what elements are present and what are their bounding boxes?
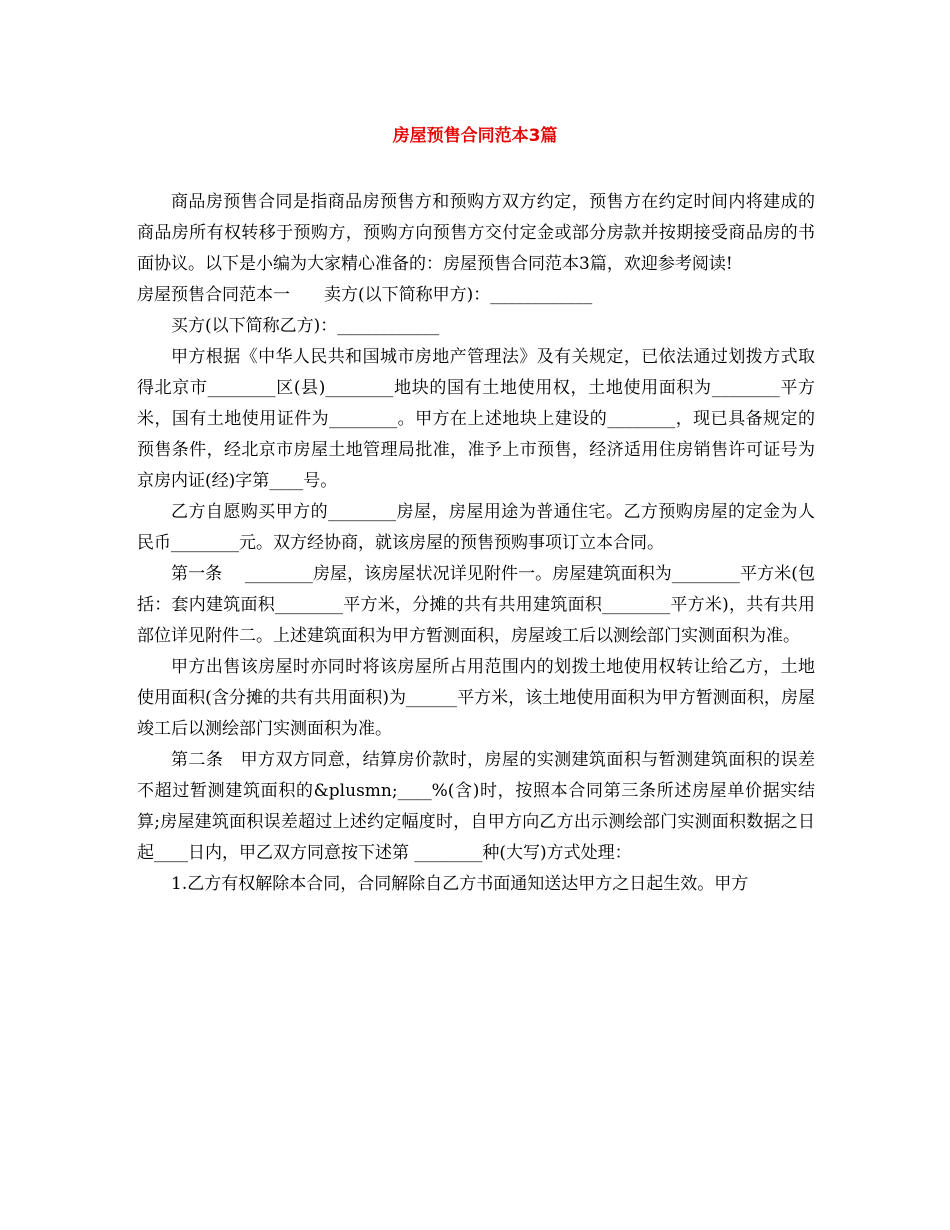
paragraph: 商品房预售合同是指商品房预售方和预购方双方约定，预售方在约定时间内将建成的商品房所有权转移于预购方，预购方向预售方交付定金或部分房款并按期接受商品房的书面协议。以下是小编为大家精心准备的：房屋预售合同范本3篇，欢迎参考阅读! (137, 192, 815, 274)
paragraph: 1.乙方有权解除本合同，合同解除自乙方书面通知送达甲方之日起生效。甲方 (171, 874, 749, 894)
document-body (137, 187, 815, 900)
paragraph: 房屋预售合同范本一 卖方(以下简称甲方)：____________ (137, 285, 593, 305)
paragraph: 乙方自愿购买甲方的________房屋，房屋用途为普通住宅。乙方预购房屋的定金为人民币________元。双方经协商，就该房屋的预售预购事项订立本合同。 (137, 502, 815, 553)
document-title: 房屋预售合同范本3篇 (392, 126, 558, 146)
paragraph: 第二条 甲方双方同意，结算房价款时，房屋的实测建筑面积与暂测建筑面积的误差不超过暂测建筑面积的&plusmn;____%(含)时，按照本合同第三条所述房屋单价据实结算;房屋建筑面积误差超过上述约定幅度时，自甲方向乙方出示测绘部门实测面积数据之日起____日内，甲乙双方同意按下述第 ________种(大写)方式处理： (137, 750, 815, 863)
paragraph: 第一条 ________房屋，该房屋状况详见附件一。房屋建筑面积为________平方米(包括：套内建筑面积________平方米，分摊的共有共用建筑面积________平方米)，共有共用部位详见附件二。上述建筑面积为甲方暂测面积，房屋竣工后以测绘部门实测面积为准。 (137, 564, 815, 646)
paragraph: 甲方根据《中华人民共和国城市房地产管理法》及有关规定，已依法通过划拨方式取得北京市________区(县)________地块的国有土地使用权，土地使用面积为________平方米，国有土地使用证件为________。甲方在上述地块上建设的________，现已具备规定的预售条件，经北京市房屋土地管理局批准，准予上市预售，经济适用住房销售许可证号为京房内证(经)字第____号。 (137, 347, 815, 491)
paragraph: 买方(以下简称乙方)：____________ (171, 316, 440, 336)
paragraph: 甲方出售该房屋时亦同时将该房屋所占用范围内的划拨土地使用权转让给乙方，土地使用面积(含分摊的共有共用面积)为______平方米，该土地使用面积为甲方暂测面积，房屋竣工后以测绘部门实测面积为准。 (137, 657, 815, 739)
